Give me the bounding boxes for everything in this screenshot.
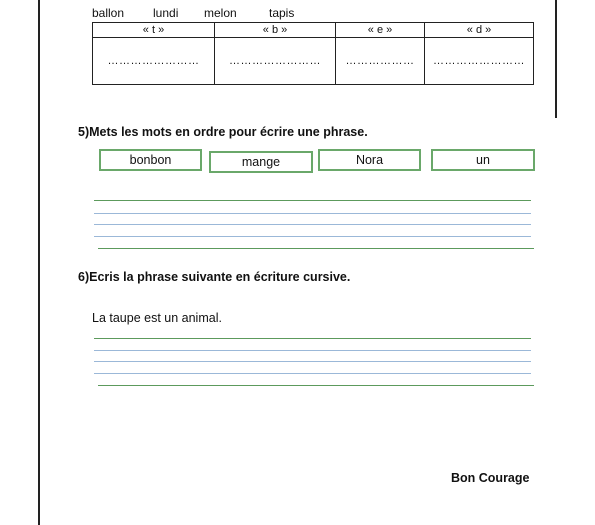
column-header: « b » [215,23,336,38]
word-box-bonbon: bonbon [99,149,202,171]
model-sentence: La taupe est un animal. [92,311,222,325]
column-header: « t » [93,23,215,38]
word-bank-item: lundi [153,6,179,20]
page-border-right [555,0,557,118]
writing-line [94,338,531,339]
writing-line [94,361,531,362]
writing-line [94,200,531,201]
closing-text: Bon Courage [451,471,530,485]
table-row [93,38,534,85]
word-box-mange: mange [209,151,313,173]
answer-blank[interactable]: …………………… [93,38,215,85]
word-bank-item: tapis [269,6,295,20]
writing-line [94,350,531,351]
answer-blank[interactable]: …………………… [215,38,336,85]
writing-line [94,224,531,225]
question-6-title: 6)Ecris la phrase suivante en écriture cursive. [78,270,351,284]
page-border-left [38,0,40,525]
word-bank-item: melon [204,6,237,20]
writing-line [98,248,534,249]
table-header-row [93,23,534,38]
column-header: « e » [336,23,425,38]
sound-sort-table [92,22,534,85]
writing-line [94,213,531,214]
word-box-un: un [431,149,535,171]
answer-blank[interactable]: ……………… [336,38,425,85]
word-box-nora: Nora [318,149,421,171]
writing-line [94,236,531,237]
writing-line [98,385,534,386]
column-header: « d » [425,23,534,38]
question-5-title: 5)Mets les mots en ordre pour écrire une phrase. [78,125,368,139]
writing-line [94,373,531,374]
answer-blank[interactable]: …………………… [425,38,534,85]
word-bank-item: ballon [92,6,125,20]
